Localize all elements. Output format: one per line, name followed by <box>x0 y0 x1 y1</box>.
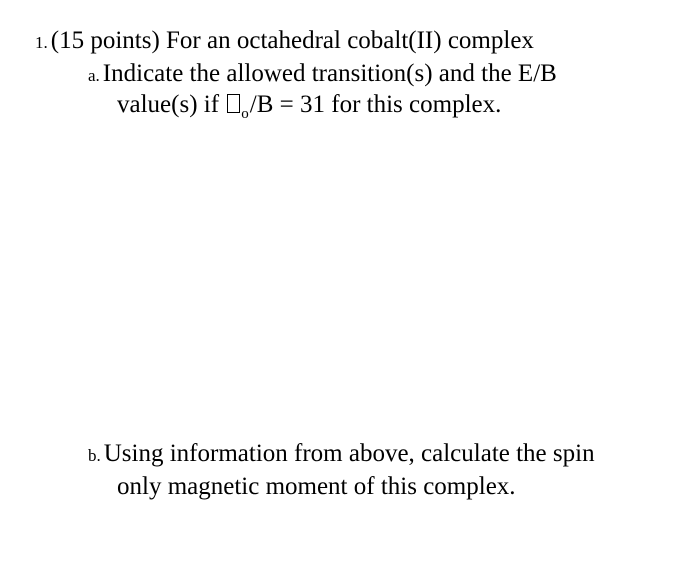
part-a-line-1 <box>88 59 557 91</box>
symbol-subscript: o <box>241 106 249 122</box>
question-title: (15 points) For an octahedral cobalt(II) complex <box>50 27 534 54</box>
missing-glyph-icon <box>227 94 240 113</box>
part-a-text-line-1: Indicate the allowed transition(s) and the E/B <box>102 60 557 87</box>
part-b-line-1 <box>88 439 595 471</box>
part-b-label: b. <box>88 446 101 465</box>
part-b-text-line-2: only magnetic moment of this complex. <box>117 473 516 500</box>
part-a-text-line-2-suffix: /B = 31 for this complex. <box>249 91 502 118</box>
question-1-heading <box>35 26 534 58</box>
part-a-label: a. <box>88 66 100 85</box>
part-a-text-line-2-prefix: value(s) if <box>117 91 226 118</box>
part-b-text-line-1: Using information from above, calculate the spin <box>103 440 595 467</box>
part-b-line-2 <box>117 472 516 502</box>
part-a-line-2 <box>117 90 501 129</box>
question-number: 1. <box>35 33 48 52</box>
